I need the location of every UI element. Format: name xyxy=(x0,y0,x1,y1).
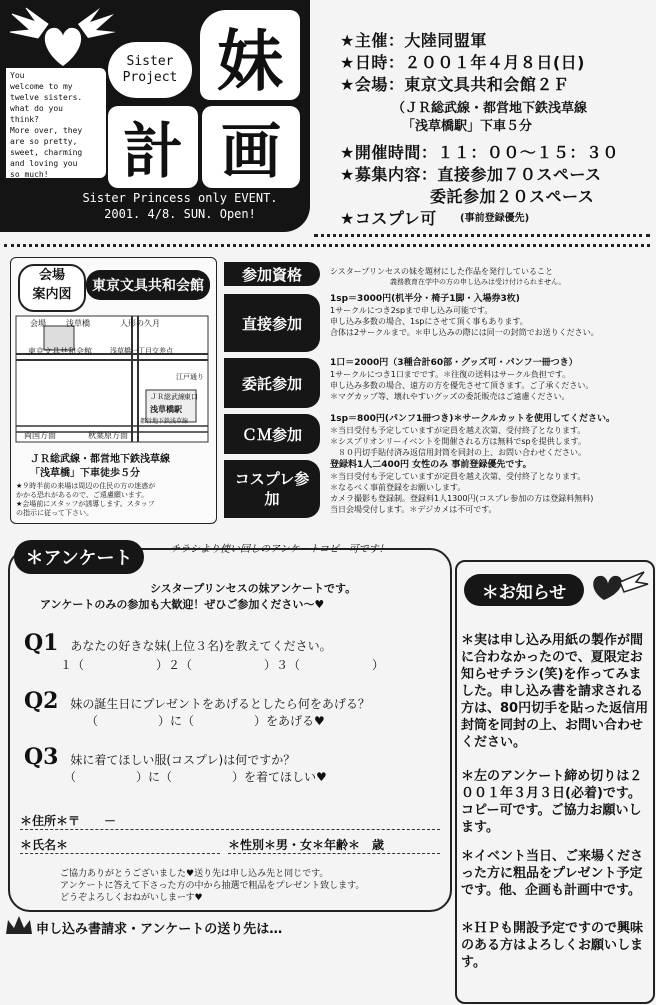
map-notes xyxy=(16,482,214,518)
q3-answer[interactable]: （ ）に（ ）を着てほしい♥ xyxy=(64,770,327,784)
note-line: You xyxy=(10,71,25,80)
category-cosplay-details xyxy=(330,460,650,515)
name-field[interactable]: ＊氏名＊ xyxy=(20,836,220,854)
notice-paragraph: ＊イベント当日、ご来場くださった方に粗品をプレゼント予定です。他、企画も計画中です。 xyxy=(461,849,644,898)
survey-q2 xyxy=(24,688,370,714)
detail-line: ８０円切手貼付済み返信用封筒を同封の上、お問い合わせください。 xyxy=(330,448,586,457)
detail-line: 申し込み多数の場合、遠方の方を優先させて頂きます。ご了承ください。 xyxy=(330,381,594,390)
divider xyxy=(4,244,650,247)
info-access-1: （ＪＲ総武線・都営地下鉄浅草線 xyxy=(392,101,588,116)
map-label: 会場 xyxy=(30,319,46,328)
map-label: 浅草橋 xyxy=(66,319,90,328)
gender-age-field[interactable]: ＊性別＊男・女＊年齢＊ 歳 xyxy=(228,836,440,854)
survey-heading: ＊アンケート xyxy=(14,540,144,574)
detail-line: ＊なるべく事前登録をお願いします。 xyxy=(330,483,466,492)
info-cosplay-note: (事前登録優先) xyxy=(460,213,530,224)
map-label: 浅草橋駅 xyxy=(150,405,182,414)
map-label: 浅草橋一丁目交差点 xyxy=(110,347,173,355)
q3-number: Q3 xyxy=(24,744,59,770)
note-line: think? xyxy=(10,115,39,124)
q3-text: 妹に着てほしい服(コスプレ)は何ですか？ xyxy=(70,753,296,767)
note-line: and loving you xyxy=(10,159,78,168)
category-eligibility: 参加資格 xyxy=(224,262,320,286)
info-recruit-2: 委託参加２０スペース xyxy=(430,187,595,206)
header-tagline xyxy=(60,190,300,222)
thanks-line: アンケートに答えて下さった方の中から抽選で粗品をプレゼント致します。 xyxy=(60,881,365,891)
title-kanji-kaku: 画 xyxy=(202,106,300,188)
notice-paragraph: ＊ＨＰも開設予定ですので興味のある方はよろしくお願いします。 xyxy=(461,921,644,970)
header-message xyxy=(6,68,106,178)
detail-line: 1サークルにつき2spまで申し込み可能です。 xyxy=(330,306,493,315)
tagline-date: 2001. 4/8. SUN. Open! xyxy=(104,207,256,221)
category-eligibility-details xyxy=(330,266,650,288)
map-label: 都営地下鉄浅草線 xyxy=(140,418,189,425)
title-kanji-imouto: 妹 xyxy=(200,10,300,100)
map-access-2: 「浅草橋」下車徒歩５分 xyxy=(30,468,140,479)
info-recruit: ★募集内容：直接参加７０スペース xyxy=(340,165,602,184)
q1-answer[interactable]: １（ ）２（ ）３（ ） xyxy=(60,658,385,672)
detail-line: ＊シスプリオンリーイベントを開催される方は無料でspを提供します。 xyxy=(330,437,586,446)
category-direct: 直接参加 xyxy=(224,294,320,352)
info-organizer: ★主催：大陸同盟軍 xyxy=(340,31,487,50)
title-kanji-kei: 計 xyxy=(108,106,198,188)
map-label: 人形の久月 xyxy=(120,319,160,328)
map-note: の指示に従って下さい。 xyxy=(16,509,93,517)
divider xyxy=(314,234,650,237)
note-line: what do you xyxy=(10,104,63,113)
sister-project-label xyxy=(108,42,192,98)
crown-icon xyxy=(4,914,34,938)
detail-line: 義務教育在学中の方の申し込みは受け付けられません。 xyxy=(390,278,566,286)
map-label: 江戸通り xyxy=(176,373,204,381)
info-cosplay: ★コスプレ可 xyxy=(340,209,437,228)
detail-line: 当日会場受付します。＊デジカメは不可です。 xyxy=(330,505,497,514)
note-line: so much! xyxy=(10,170,49,179)
info-venue: ★会場：東京文具共和会館２Ｆ xyxy=(340,75,570,94)
detail-line: ＊マグカップ等、壊れやすいグッズの委託販売はご遠慮ください。 xyxy=(330,392,570,401)
survey-thanks xyxy=(60,868,364,904)
detail-line: ＊当日受付も予定していますが定員を越え次第、受付終了となります。 xyxy=(330,426,586,435)
notice-paragraph: ＊実は申し込み用紙の製作が間に合わなかったので、夏限定お知らせチラシ(笑)を作ってみました。申し込み書を請求される方は、80円切手を貼った返信用封筒を同封の上、お問い合わせください。 xyxy=(461,633,649,750)
q1-text: あなたの好きな妹(上位３名)を教えてください。 xyxy=(70,639,332,653)
map-label: 東口 xyxy=(184,393,198,401)
survey-q1 xyxy=(24,630,332,656)
info-access-2: 「浅草橋駅」下車５分 xyxy=(402,119,533,134)
address-field[interactable]: ＊住所＊〒 － xyxy=(20,812,440,830)
map-note: かかる恐れがあるので、ご遠慮願います。 xyxy=(16,491,149,499)
map-title-line: 会場 xyxy=(38,268,65,283)
note-line: are so pretty, xyxy=(10,137,78,146)
project-label-line: Project xyxy=(122,70,178,85)
category-cosplay: コスプレ参加 xyxy=(224,460,320,518)
thanks-line: どうぞよろしくおねがいしまーす♥ xyxy=(60,893,203,903)
note-line: welcome to my xyxy=(10,82,73,91)
note-line: sweet, charming xyxy=(10,148,83,157)
survey-intro-1: シスタープリンセスの妹アンケートです。 xyxy=(150,582,357,595)
category-cm: ＣＭ参加 xyxy=(224,414,320,454)
detail-line: 申し込み多数の場合、1spにさせて頂く事もあります。 xyxy=(330,317,528,326)
category-direct-details xyxy=(330,294,650,338)
notice-heading: ＊お知らせ xyxy=(464,574,584,606)
survey-handwritten-note: チラシより使い回しのアンケートコピー可です！ xyxy=(170,544,389,555)
category-cm-details xyxy=(330,414,650,458)
map-label: 秋葉原方面 xyxy=(88,431,128,440)
survey-q3 xyxy=(24,744,295,770)
map-venue-name: 東京文具共和会館 xyxy=(86,270,210,300)
winged-heart-icon xyxy=(8,4,118,74)
detail-line: 1sp＝800円(パンフ1冊つき)＊サークルカットを使用してください。 xyxy=(330,414,615,424)
winged-heart-icon xyxy=(584,566,650,614)
survey-intro-2: アンケートのみの参加も大歓迎！ぜひご参加ください～♥ xyxy=(40,598,325,611)
detail-line: 合体は2サークルまで。＊申し込みの際には同一の封筒でお送りください。 xyxy=(330,328,599,337)
detail-line: ＊当日受付も予定していますが定員を越え次第、受付終了となります。 xyxy=(330,472,586,481)
map-label: 東京文具共和会館 xyxy=(28,347,92,356)
map-note: ★会場前にスタッフが誘導します。スタッフ xyxy=(16,500,155,508)
footer-note: 申し込み書請求・アンケートの送り先は… xyxy=(36,922,283,937)
map-label: ＪＲ総武線 xyxy=(150,393,185,401)
note-line: twelve sisters. xyxy=(10,93,83,102)
detail-line: シスタープリンセスの妹を題材にした作品を発行していること xyxy=(330,267,554,276)
detail-line: 1sp＝3000円(机半分・椅子1脚・入場券3枚) xyxy=(330,294,520,304)
q2-text: 妹の誕生日にプレゼントをあげるとしたら何をあげる？ xyxy=(70,697,370,711)
project-label-line: Sister xyxy=(126,54,174,69)
map-title-badge xyxy=(18,264,86,312)
note-line: More over, they xyxy=(10,126,83,135)
map-label: 両国方面 xyxy=(24,431,56,440)
info-date: ★日時：２００１年４月８日(日) xyxy=(340,53,585,72)
thanks-line: ご協力ありがとうございました♥送り先は申し込み先と同じです。 xyxy=(60,869,329,879)
detail-line: カメラ撮影も登録制。登録料1人1300円(コスプレ参加の方は登録料無料) xyxy=(330,494,594,503)
detail-line: 1口＝2000円（3種合計60部・グッズ可・パンフ一冊つき） xyxy=(330,358,578,368)
category-consign-details xyxy=(330,358,650,402)
detail-line: 1サークルにつき1口までです。＊往復の送料はサークル負担です。 xyxy=(330,370,571,379)
detail-line: 登録料1人二400円 女性のみ 事前登録優先です。 xyxy=(330,460,532,470)
category-consign: 委託参加 xyxy=(224,358,320,408)
map-note: ★９時半前の来場は周辺の住民の方の迷惑が xyxy=(16,482,156,490)
q2-answer[interactable]: （ ）に（ ）をあげる♥ xyxy=(86,714,325,728)
q2-number: Q2 xyxy=(24,688,59,714)
map-access-1: ＪＲ総武線・都営地下鉄浅草線 xyxy=(30,454,170,465)
map-title-line: 案内図 xyxy=(32,287,72,302)
q1-number: Q1 xyxy=(24,630,59,656)
tagline-text: Sister Princess only EVENT. xyxy=(82,191,278,205)
info-hours: ★開催時間：１１：００～１５：３０ xyxy=(340,143,619,162)
notice-paragraph: ＊左のアンケート締め切りは２００１年３月３日(必着)です。コピー可です。ご協力お願いします。 xyxy=(461,769,643,835)
